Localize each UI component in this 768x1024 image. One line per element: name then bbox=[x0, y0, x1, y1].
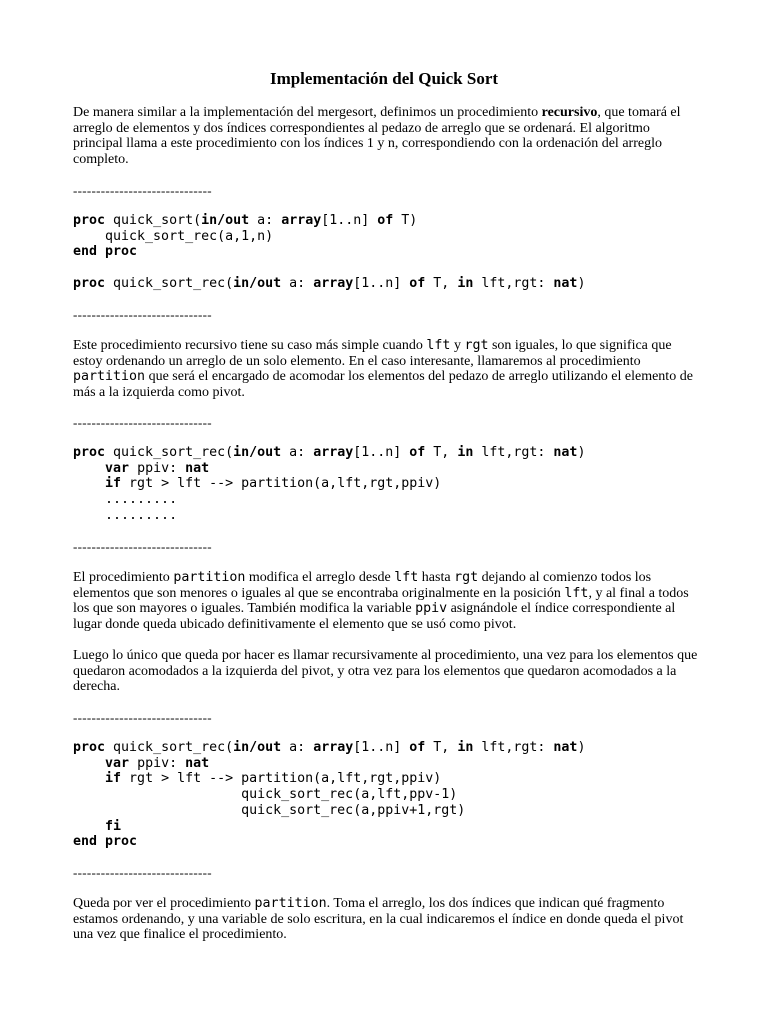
code-text: quick_sort_rec(a,ppiv+1,rgt) bbox=[73, 802, 466, 818]
code-line bbox=[73, 803, 465, 818]
text-span: , que tomará el arreglo de elementos y dos índices correspondientes al pedazo de arreglo que se ordenará. El algoritmo principal llama a este procedimiento con los índices 1 y n, correspondiendo con la ordenación del arreglo completo. bbox=[73, 105, 681, 167]
paragraph-partition-intro bbox=[73, 896, 699, 943]
code-text: a: bbox=[281, 740, 314, 755]
code-keyword: proc bbox=[73, 740, 106, 755]
code-keyword: var bbox=[105, 755, 130, 771]
code-line bbox=[73, 740, 585, 755]
text-span: y bbox=[450, 338, 465, 353]
code-block bbox=[73, 740, 585, 850]
code-text: [1..n] bbox=[321, 213, 378, 228]
text-span: son iguales, lo que significa que estoy ordenando un arreglo de un solo elemento. En el caso interesante, llamaremos al procedimiento bbox=[73, 338, 672, 369]
code-term: lft bbox=[564, 585, 589, 601]
text-span: asignándole el índice correspondiente al lugar donde queda ubicado definitivamente el elemento que se usó como pivot. bbox=[73, 601, 676, 632]
code-line bbox=[73, 756, 209, 771]
code-keyword: if bbox=[105, 476, 122, 492]
text-span: modifica el arreglo desde bbox=[245, 570, 395, 585]
code-term: partition bbox=[254, 896, 327, 911]
code-term: lft bbox=[394, 570, 419, 585]
code-keyword: array bbox=[313, 275, 354, 291]
code-keyword: nat bbox=[185, 755, 210, 771]
code-keyword: fi bbox=[105, 818, 122, 834]
code-term: partition bbox=[173, 570, 246, 585]
code-keyword: var bbox=[105, 460, 130, 476]
code-text: quick_sort_rec( bbox=[105, 740, 234, 755]
code-keyword: proc bbox=[73, 445, 106, 460]
code-keyword: in/out bbox=[233, 275, 282, 291]
separator-line: ------------------------------ bbox=[73, 865, 212, 880]
code-text: rgt > lft --> partition(a,lft,rgt,ppiv) bbox=[121, 476, 442, 492]
code-line bbox=[73, 229, 273, 244]
code-line bbox=[73, 445, 585, 460]
code-line bbox=[73, 476, 441, 491]
code-text: ppiv: bbox=[129, 755, 186, 771]
code-term: partition bbox=[73, 369, 146, 385]
code-text bbox=[73, 819, 105, 834]
code-text: quick_sort_rec(a,lft,ppv-1) bbox=[73, 787, 458, 803]
paragraph-base-case bbox=[73, 338, 699, 400]
code-line bbox=[73, 787, 457, 802]
code-text: quick_sort_rec( bbox=[105, 445, 234, 460]
code-keyword: nat bbox=[553, 275, 578, 291]
code-keyword: proc bbox=[73, 213, 106, 228]
bold-term: recursivo bbox=[541, 105, 598, 120]
paragraph-intro bbox=[73, 105, 699, 167]
separator-line: ------------------------------ bbox=[73, 415, 212, 430]
code-keyword: in/out bbox=[201, 213, 250, 228]
code-keyword: array bbox=[313, 740, 354, 755]
code-text: ) bbox=[577, 445, 586, 460]
code-block bbox=[73, 445, 585, 524]
code-term: rgt bbox=[454, 570, 479, 585]
code-text: ) bbox=[577, 740, 586, 755]
text-span: Queda por ver el procedimiento bbox=[73, 896, 255, 911]
code-keyword: end proc bbox=[73, 834, 138, 850]
code-keyword: in/out bbox=[233, 740, 282, 755]
code-line bbox=[73, 508, 177, 523]
code-line bbox=[73, 771, 441, 786]
text-span: , y al final a todos los que son mayores o iguales. También modifica la variable bbox=[73, 585, 689, 617]
code-keyword: if bbox=[105, 771, 122, 787]
code-text: T, bbox=[425, 275, 458, 291]
separator-line: ------------------------------ bbox=[73, 710, 212, 725]
code-keyword: end proc bbox=[73, 244, 138, 260]
code-line bbox=[73, 244, 137, 259]
code-line bbox=[73, 276, 585, 291]
code-keyword: proc bbox=[73, 275, 106, 291]
code-keyword: nat bbox=[553, 445, 578, 460]
code-text: quick_sort( bbox=[105, 213, 202, 228]
code-keyword: of bbox=[409, 740, 426, 755]
code-text: T) bbox=[393, 213, 418, 228]
code-text: lft,rgt: bbox=[473, 740, 554, 755]
code-text bbox=[73, 756, 105, 771]
separator-line: ------------------------------ bbox=[73, 539, 212, 554]
code-line bbox=[73, 461, 209, 476]
code-text: quick_sort_rec(a,1,n) bbox=[73, 228, 274, 244]
separator-line: ------------------------------ bbox=[73, 183, 212, 198]
code-line bbox=[73, 492, 177, 507]
paragraph-recursion: Luego lo único que queda por hacer es llamar recursivamente al procedimiento, una vez para los elementos que quedaron acomodados a la izquierda del pivot, y otra vez para los elementos que quedaron acomodados a la derecha. bbox=[73, 648, 698, 695]
code-text: a: bbox=[249, 213, 282, 228]
code-text: ppiv: bbox=[129, 460, 186, 476]
code-line bbox=[73, 819, 121, 834]
code-text: ......... bbox=[73, 507, 178, 523]
code-keyword: nat bbox=[553, 740, 578, 755]
code-text: ) bbox=[577, 275, 586, 291]
code-text bbox=[73, 771, 105, 786]
code-text: ......... bbox=[73, 492, 178, 508]
code-text: T, bbox=[425, 445, 458, 460]
page-title: Implementación del Quick Sort bbox=[269, 69, 499, 88]
code-text: T, bbox=[425, 740, 458, 755]
code-block bbox=[73, 213, 585, 292]
code-text bbox=[73, 476, 105, 491]
code-term: rgt bbox=[464, 338, 489, 353]
code-text: lft,rgt: bbox=[473, 445, 554, 460]
text-span: . Toma el arreglo, los dos índices que indican qué fragmento estamos ordenando, y una variable de solo escritura, en la cual indicaremos el índice en donde queda el pivot una vez que finalice el procedimiento. bbox=[73, 896, 684, 943]
code-keyword: array bbox=[313, 445, 354, 460]
text-span: De manera similar a la implementación del mergesort, definimos un procedimiento bbox=[73, 105, 542, 120]
code-text: [1..n] bbox=[353, 740, 410, 755]
code-line bbox=[73, 213, 417, 228]
code-term: ppiv bbox=[415, 601, 448, 617]
paragraph-partition bbox=[73, 570, 699, 632]
text-span: que será el encargado de acomodar los elementos del pedazo de arreglo utilizando el elemento de más a la izquierda como pivot. bbox=[73, 369, 693, 400]
code-term: lft bbox=[426, 338, 451, 353]
separator-line: ------------------------------ bbox=[73, 307, 212, 322]
code-keyword: of bbox=[409, 445, 426, 460]
code-text: lft,rgt: bbox=[473, 275, 554, 291]
code-text: [1..n] bbox=[353, 445, 410, 460]
code-text: rgt > lft --> partition(a,lft,rgt,ppiv) bbox=[121, 771, 442, 787]
code-text: [1..n] bbox=[353, 275, 410, 291]
code-keyword: array bbox=[281, 213, 322, 228]
code-keyword: of bbox=[377, 213, 394, 228]
code-text: a: bbox=[281, 445, 314, 460]
code-keyword: nat bbox=[185, 460, 210, 476]
text-span: dejando al comienzo todos los elementos que son menores o iguales al que se encontraba originalmente en la posición bbox=[73, 570, 652, 601]
text-span: El procedimiento bbox=[73, 570, 174, 585]
text-span: hasta bbox=[418, 570, 455, 585]
code-text: quick_sort_rec( bbox=[105, 275, 234, 291]
code-keyword: in bbox=[457, 275, 474, 291]
code-keyword: in bbox=[457, 740, 474, 755]
code-keyword: of bbox=[409, 275, 426, 291]
code-text bbox=[73, 461, 105, 476]
code-line bbox=[73, 834, 137, 849]
code-text: a: bbox=[281, 275, 314, 291]
code-keyword: in/out bbox=[233, 445, 282, 460]
text-span: Este procedimiento recursivo tiene su caso más simple cuando bbox=[73, 338, 427, 353]
code-keyword: in bbox=[457, 445, 474, 460]
